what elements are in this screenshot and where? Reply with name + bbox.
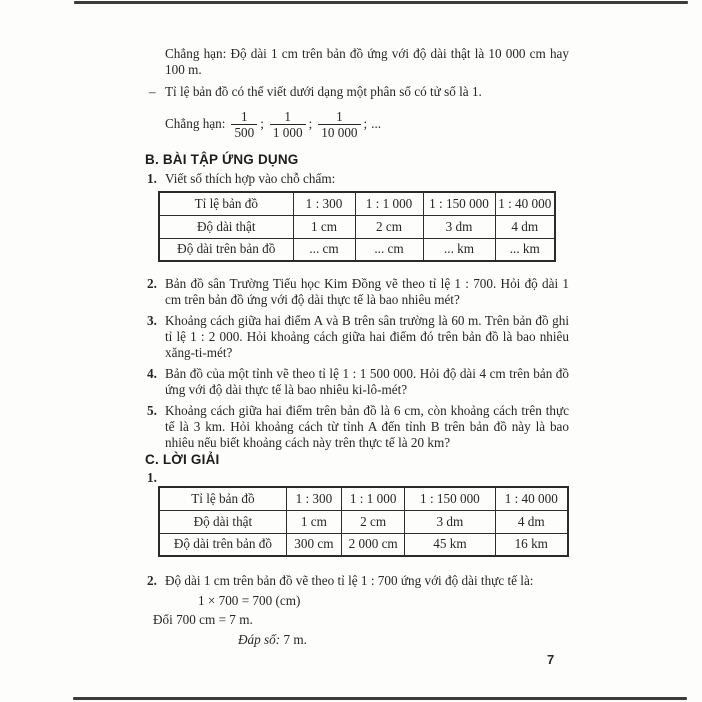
dash-bullet: –: [149, 84, 156, 99]
page-bottom-edge-line: [73, 697, 687, 700]
page-number: 7: [547, 652, 555, 667]
item-text: Bản đồ sân Trường Tiểu học Kim Đồng vẽ theo tỉ lệ 1 : 700. Hỏi độ dài 1 cm trên bản đồ ứng với độ dài thực tế là bao nhiêu mét?: [165, 276, 569, 307]
solution-table: [158, 486, 569, 557]
fraction: [231, 109, 257, 140]
table-cell: Tỉ lệ bản đồ: [159, 192, 293, 215]
exercise-2: [145, 276, 569, 308]
solution-2: [145, 573, 569, 589]
table-row: [159, 510, 568, 533]
table-cell: Tỉ lệ bản đồ: [159, 487, 286, 510]
fraction-denominator: 10 000: [321, 124, 358, 140]
table-cell: 1 cm: [293, 215, 355, 238]
table-cell: 1 : 40 000: [495, 192, 555, 215]
fraction-example-line: [165, 106, 569, 142]
table-cell: Độ dài trên bản đồ: [159, 238, 293, 261]
table-row: [159, 533, 568, 556]
answer-value: 7 m.: [283, 632, 307, 647]
table-cell: ... cm: [355, 238, 423, 261]
fraction: [270, 109, 306, 140]
table-cell: 1 : 300: [293, 192, 355, 215]
table-cell: 1 : 1 000: [342, 487, 405, 510]
fraction-separator: ;: [260, 116, 264, 131]
solution-1-number: 1.: [147, 470, 157, 485]
fraction-denominator: 1 000: [272, 124, 303, 140]
table-cell: 1 : 150 000: [423, 192, 495, 215]
table-cell: 300 cm: [286, 533, 341, 556]
table-cell: 4 dm: [495, 510, 568, 533]
table-cell: 3 dm: [423, 215, 495, 238]
table-cell: 16 km: [495, 533, 568, 556]
exercise-table: [158, 191, 556, 262]
table-cell: 4 dm: [495, 215, 555, 238]
scale-fraction-note: [145, 84, 569, 100]
table-cell: 3 dm: [405, 510, 495, 533]
fraction-example-label: Chẳng hạn:: [165, 116, 226, 131]
table-row: [159, 238, 555, 261]
exercise-4: [145, 366, 569, 398]
table-cell: ... km: [495, 238, 555, 261]
fraction: [318, 109, 360, 140]
solution-formula: 1 × 700 = 700 (cm): [198, 593, 301, 608]
answer-label: Đáp số:: [238, 632, 281, 647]
solution-answer: [238, 632, 569, 648]
item-number: 2.: [147, 573, 157, 588]
scale-fraction-note-text: Tỉ lệ bản đồ có thể viết dưới dạng một phân số có tử số là 1.: [165, 84, 482, 99]
table-cell: 1 : 40 000: [495, 487, 568, 510]
item-number: 2.: [147, 276, 157, 291]
table-cell: Độ dài trên bản đồ: [159, 533, 286, 556]
table-cell: 2 cm: [342, 510, 405, 533]
table-cell: 1 : 150 000: [405, 487, 495, 510]
table-cell: 1 cm: [286, 510, 341, 533]
item-number: 5.: [147, 403, 157, 418]
table-cell: 1 : 1 000: [355, 192, 423, 215]
fraction-separator: ;: [363, 116, 368, 131]
table-cell: Độ dài thật: [159, 510, 286, 533]
section-b-heading: B. BÀI TẬP ỨNG DỤNG: [145, 152, 299, 167]
fraction-numerator: 1: [270, 109, 306, 125]
item-number: 3.: [147, 313, 157, 328]
fraction-ellipsis: ...: [371, 116, 382, 131]
intro-example-paragraph: Chẳng hạn: Độ dài 1 cm trên bản đồ ứng với độ dài thật là 10 000 cm hay 100 m.: [165, 46, 569, 77]
table-row: [159, 487, 568, 510]
table-cell: 2 000 cm: [342, 533, 405, 556]
table-row: [159, 215, 555, 238]
table-cell: ... km: [423, 238, 495, 261]
table-cell: ... cm: [293, 238, 355, 261]
item-text: Khoảng cách giữa hai điểm trên bản đồ là 6 cm, còn khoảng cách trên thực tế là 3 km. Hỏi khoảng cách từ tỉnh A đến tỉnh B trên bản đồ này là bao nhiêu nếu biết khoảng cách này trên thực tế là 20 km?: [165, 403, 569, 450]
exercise-1: [145, 171, 569, 187]
item-text: Độ dài 1 cm trên bản đồ vẽ theo tỉ lệ 1 : 700 ứng với độ dài thực tế là:: [165, 573, 534, 588]
item-text: Bản đồ của một tỉnh vẽ theo tỉ lệ 1 : 1 500 000. Hỏi độ dài 4 cm trên bản đồ ứng với độ dài thực tế là bao nhiêu ki-lô-mét?: [165, 366, 569, 397]
table-cell: 1 : 300: [286, 487, 341, 510]
fraction-separator: ;: [308, 116, 313, 131]
table-cell: 2 cm: [355, 215, 423, 238]
item-text: Khoảng cách giữa hai điểm A và B trên sân trường là 60 m. Trên bản đồ ghi tỉ lệ 1 : 2 000. Hỏi khoảng cách giữa hai điểm đó trên bản đồ là bao nhiêu xăng-ti-mét?: [165, 313, 569, 360]
table-cell: 45 km: [405, 533, 495, 556]
section-c-heading: C. LỜI GIẢI: [145, 452, 220, 467]
item-number: 4.: [147, 366, 157, 381]
fraction-numerator: 1: [231, 109, 257, 125]
table-row: [159, 192, 555, 215]
fraction-numerator: 1: [318, 109, 360, 125]
solution-conversion: Đổi 700 cm = 7 m.: [153, 612, 253, 627]
page-content: [145, 0, 569, 648]
table-cell: Độ dài thật: [159, 215, 293, 238]
item-text: Viết số thích hợp vào chỗ chấm:: [165, 171, 336, 186]
item-number: 1.: [147, 171, 157, 186]
exercise-3: [145, 313, 569, 361]
fraction-denominator: 500: [234, 124, 255, 140]
exercise-5: [145, 403, 569, 451]
